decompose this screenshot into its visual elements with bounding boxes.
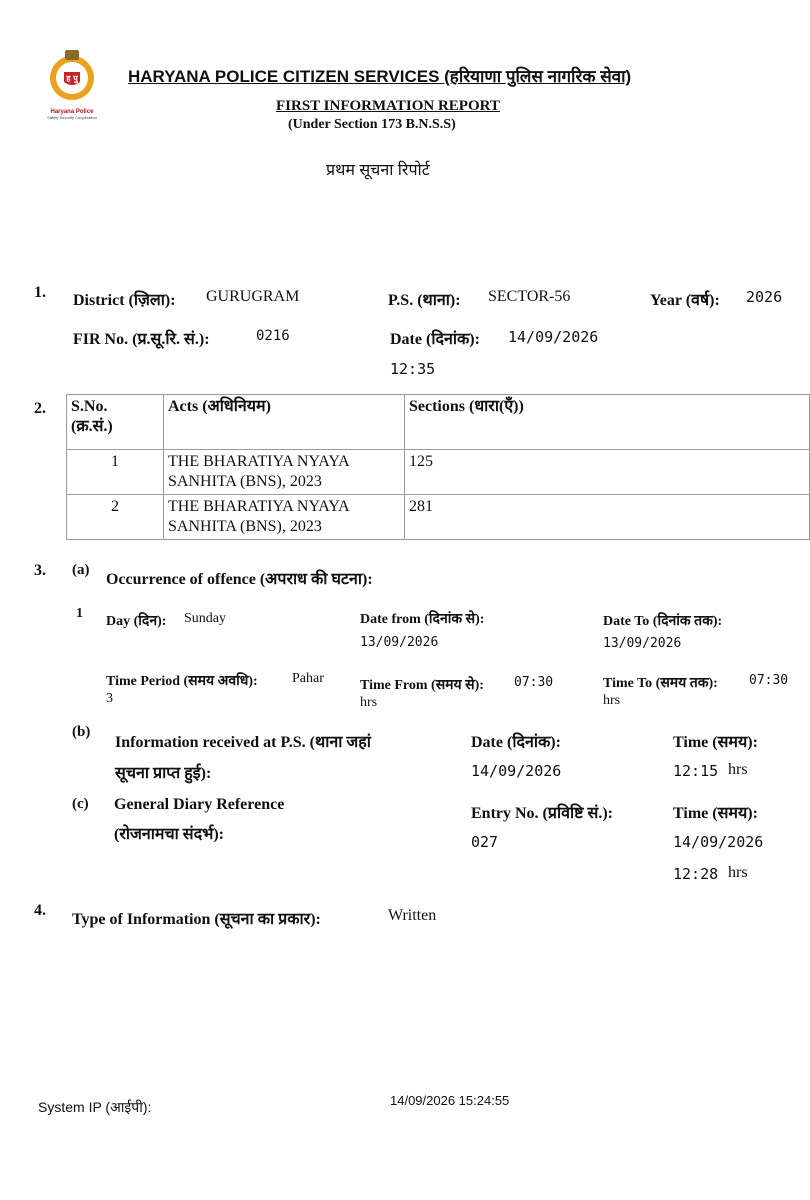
occurrence-title: Occurrence of offence (अपराध की घटना):: [106, 571, 373, 588]
time-period-label: Time Period (समय अवधि):: [106, 674, 258, 689]
date-from-value: 13/09/2026: [360, 635, 439, 650]
table-row: [67, 495, 810, 540]
time-to-label: Time To (समय तक):: [603, 676, 718, 691]
year-value: 2026: [746, 288, 783, 306]
gd-time-label: Time (समय):: [673, 805, 758, 822]
year-label: Year (वर्ष):: [650, 292, 720, 309]
fir-number-value: 0216: [256, 328, 290, 344]
time-to-value: 07:30: [749, 673, 789, 688]
info-received-title-line1: Information received at P.S. (थाना जहां: [115, 734, 371, 751]
time-to-unit: hrs: [603, 693, 621, 708]
table-row: [67, 450, 810, 495]
fir-time-value: 12:35: [390, 360, 436, 378]
haryana-police-logo: [44, 46, 100, 118]
row-sno: 2: [67, 495, 164, 540]
police-emblem-icon: [44, 46, 100, 106]
row-act-line2: SANHITA (BNS), 2023: [168, 518, 322, 535]
acts-header: Acts (अधिनियम): [164, 395, 405, 450]
occurrence-item-number: 1: [76, 606, 83, 621]
district-label: District (ज़िला):: [73, 292, 176, 309]
time-from-unit: hrs: [360, 695, 378, 710]
row-act-line1: THE BHARATIYA NYAYA: [168, 498, 350, 515]
entry-number-label: Entry No. (प्रविष्टि सं.):: [471, 805, 613, 822]
fir-date-value: 14/09/2026: [508, 328, 599, 346]
date-from-label: Date from (दिनांक से):: [360, 612, 485, 627]
info-received-date-value: 14/09/2026: [471, 762, 562, 780]
sno-header-hi: (क्र.सं.): [71, 418, 113, 435]
time-period-value-1: Pahar: [292, 671, 324, 686]
section-4-number: 4.: [34, 902, 46, 919]
logo-text: Haryana Police: [50, 109, 94, 115]
time-period-value-2: 3: [106, 691, 113, 706]
row-act-line1: THE BHARATIYA NYAYA: [168, 453, 350, 470]
info-received-date-label: Date (दिनांक):: [471, 734, 561, 751]
section-3c-marker: (c): [72, 796, 89, 812]
gd-time-value: 12:28: [673, 865, 719, 883]
gd-time-date: 14/09/2026: [673, 833, 764, 851]
gd-reference-title-line1: General Diary Reference: [114, 796, 285, 813]
info-received-time-value: 12:15: [673, 762, 719, 780]
day-label: Day (दिन):: [106, 614, 167, 629]
row-act: [164, 450, 405, 495]
sections-header: Sections (धारा(एँ)): [405, 395, 810, 450]
page-header-title: HARYANA POLICE CITIZEN SERVICES (हरियाणा पुलिस नागरिक सेवा): [128, 67, 632, 86]
logo-subtext: Safety Security Cooperation: [47, 115, 97, 120]
row-section: 281: [405, 495, 810, 540]
report-title: FIRST INFORMATION REPORT: [276, 98, 500, 114]
section-3-number: 3.: [34, 562, 46, 579]
row-section: 125: [405, 450, 810, 495]
system-ip-label: System IP (आईपी):: [38, 1099, 152, 1115]
entry-number-value: 027: [471, 833, 499, 851]
hindi-report-title: प्रथम सूचना रिपोर्ट: [326, 162, 430, 179]
gd-reference-title-line2: (रोजनामचा संदर्भ):: [114, 826, 225, 843]
date-to-label: Date To (दिनांक तक):: [603, 614, 723, 629]
sno-header: [67, 395, 164, 450]
fir-date-label: Date (दिनांक):: [390, 331, 480, 348]
gd-time-unit: hrs: [728, 864, 748, 881]
info-received-time-label: Time (समय):: [673, 734, 758, 751]
section-1-number: 1.: [34, 284, 46, 301]
police-station-label: P.S. (थाना):: [388, 292, 461, 309]
acts-table: [66, 394, 810, 540]
section-3b-marker: (b): [72, 724, 91, 740]
acts-table-header: [67, 395, 810, 450]
section-3a-marker: (a): [72, 562, 90, 578]
row-act-line2: SANHITA (BNS), 2023: [168, 473, 322, 490]
row-act: [164, 495, 405, 540]
date-to-value: 13/09/2026: [603, 636, 682, 651]
print-timestamp: 14/09/2026 15:24:55: [390, 1093, 510, 1108]
svg-text:ह पु: ह पु: [66, 74, 78, 83]
info-received-time-unit: hrs: [728, 761, 748, 778]
type-of-information-value: Written: [388, 907, 437, 924]
type-of-information-label: Type of Information (सूचना का प्रकार):: [72, 911, 321, 928]
time-from-value: 07:30: [514, 675, 554, 690]
fir-number-label: FIR No. (प्र.सू.रि. सं.):: [73, 331, 210, 348]
district-value: GURUGRAM: [206, 288, 300, 305]
day-value: Sunday: [184, 611, 226, 626]
section-2-number: 2.: [34, 400, 46, 417]
info-received-title-line2: सूचना प्राप्त हुई):: [115, 765, 212, 782]
police-station-value: SECTOR-56: [488, 288, 571, 305]
sno-header-en: S.No.: [71, 398, 108, 415]
time-from-label: Time From (समय से):: [360, 678, 484, 693]
row-sno: 1: [67, 450, 164, 495]
report-subtitle: (Under Section 173 B.N.S.S): [288, 117, 456, 132]
